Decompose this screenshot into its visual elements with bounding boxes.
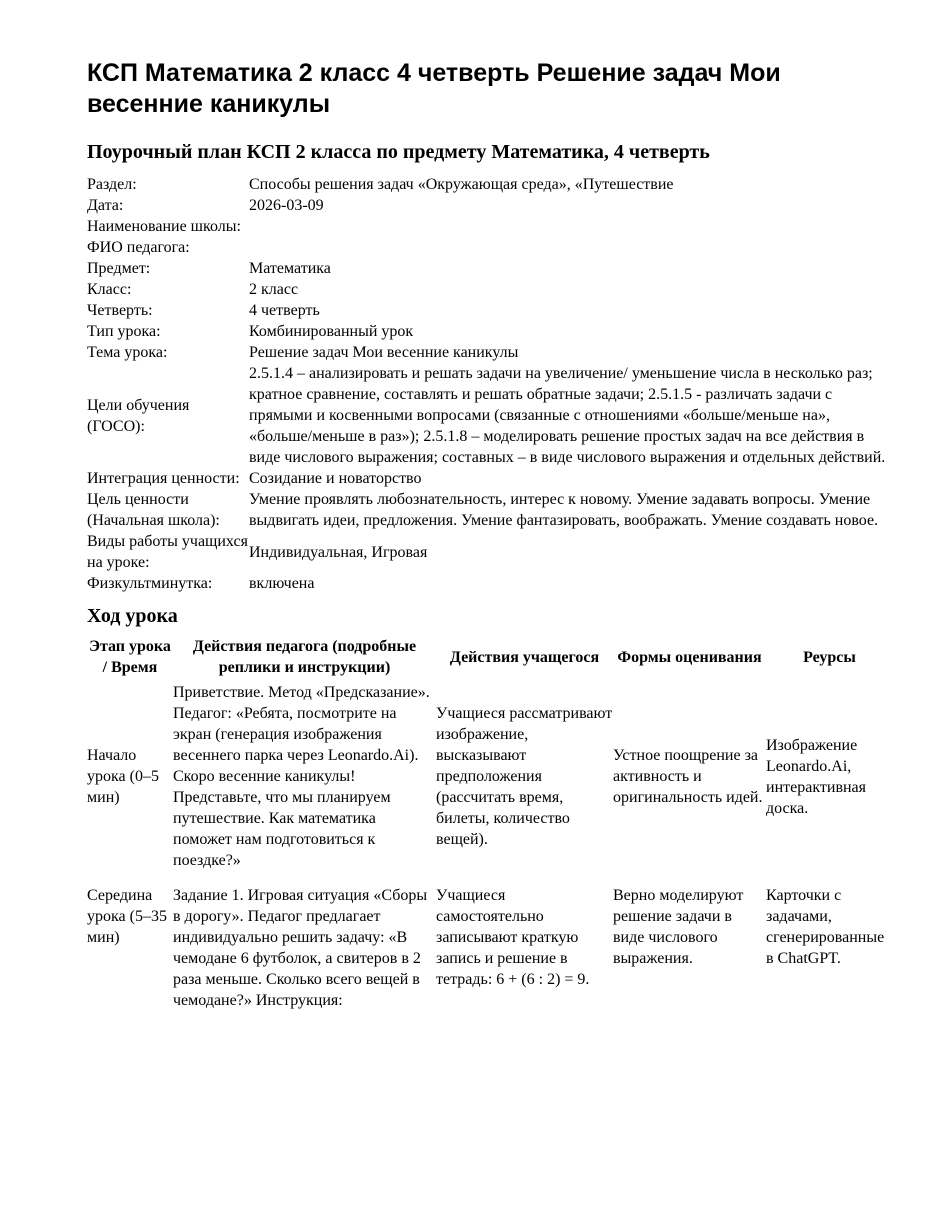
info-label: Виды работы учащихся на уроке: [87,533,248,571]
info-value [249,216,893,237]
column-header-student-actions: Действия учащегося [449,648,600,666]
info-label: Предмет: [87,260,151,277]
table-cell-resources: Изображение Leonardo.Ai, интерактивная доска. [766,736,867,817]
info-label: Интеграция ценности: [87,470,240,487]
info-label: Цели обучения (ГОСО): [87,396,190,435]
info-value: 2026-03-09 [249,197,324,214]
info-row-exercise-break [87,573,893,594]
table-cell-resources: Карточки с задачами, сгенерированные в ChatGPT. [766,887,885,967]
info-label: ФИО педагога: [87,239,190,256]
info-row-date [87,195,893,216]
info-label: Класс: [87,281,132,298]
info-value: Решение задач Мои весенние каникулы [249,344,519,361]
table-cell-teacher-actions: Приветствие. Метод «Предсказание». Педагог: «Ребята, посмотрите на экран (генерация изображения весеннего парка через Leonardo.Ai). Скоро весенние каникулы! Представьте, что мы планируем путешествие. Как математика поможет нам подготовиться к поездке?» [173,684,430,869]
info-label: Цель ценности (Начальная школа): [87,491,220,529]
info-value: Способы решения задач «Окружающая среда», «Путешествие [249,176,674,193]
info-value: 2.5.1.4 – анализировать и решать задачи на увеличение/ уменьшение числа в несколько раз; кратное сравнение, составлять и решать обратные задачи; 2.5.1.5 - различать задачи с прямыми и косвенными вопросами (связанные с отношениями «больше/меньше на», «больше/меньше в раз»); 2.5.1.8 – моделировать решение простых задач на все действия в виде числового выражения; составных – в виде числового выражения и отдельных действий. [249,365,886,466]
info-label: Физкультминутка: [87,575,213,592]
info-row-section [87,174,893,195]
info-label: Наименование школы: [87,218,241,235]
info-row-work-types [87,531,893,573]
plan-subtitle: Поурочный план КСП 2 класса по предмету Математика, 4 четверть [87,141,710,163]
info-row-grade [87,279,893,300]
info-label: Тип урока: [87,323,161,340]
info-row-teacher [87,237,893,258]
info-label: Раздел: [87,176,137,193]
table-row [87,885,893,1025]
info-label: Дата: [87,197,124,214]
info-row-objectives [87,363,893,468]
info-value: Математика [249,260,331,277]
table-cell-student-actions: Учащиеся рассматривают изображение, высказывают предположения (рассчитать время, билеты, количество вещей). [436,705,613,848]
column-header-stage: Этап урока / Время [89,638,171,676]
info-row-school [87,216,893,237]
table-cell-stage: Середина урока (5–35 мин) [87,887,167,946]
table-cell-assessment: Устное поощрение за активность и оригинальность идей. [613,747,763,806]
table-cell-assessment: Верно моделируют решение задачи в виде числового выражения. [613,887,744,967]
info-row-value-goal [87,489,893,531]
column-header-assessment: Формы оценивания [617,648,762,666]
info-value: Комбинированный урок [249,323,414,340]
table-cell-stage: Начало урока (0–5 мин) [87,747,159,806]
document-page [87,58,893,1025]
table-cell-teacher-actions: Задание 1. Игровая ситуация «Сборы в дорогу». Педагог предлагает индивидуально решить задачу: «В чемодане 6 футболок, а свитеров в 2 раза меньше. Сколько всего вещей в чемодане?» Инструкция: [173,887,428,1009]
lesson-flow-table [87,636,893,1025]
info-value: 2 класс [249,281,299,298]
info-label: Тема урока: [87,344,168,361]
info-row-subject [87,258,893,279]
table-header-row [87,636,893,682]
info-value: Индивидуальная, Игровая [249,543,428,561]
lesson-info-table [87,174,893,594]
info-value: 4 четверть [249,302,320,319]
table-row [87,682,893,885]
column-header-teacher-actions: Действия педагога (подробные реплики и инструкции) [192,638,417,676]
info-label: Четверть: [87,302,153,319]
info-row-value-integration [87,468,893,489]
lesson-flow-heading: Ход урока [87,605,178,627]
table-cell-student-actions: Учащиеся самостоятельно записывают краткую запись и решение в тетрадь: 6 + (6 : 2) = 9. [436,887,590,988]
info-value: Созидание и новаторство [249,470,422,487]
page-title: КСП Математика 2 класс 4 четверть Решение задач Мои весенние каникулы [87,59,781,118]
info-row-quarter [87,300,893,321]
info-value: Умение проявлять любознательность, интерес к новому. Умение задавать вопросы. Умение выдвигать идеи, предложения. Умение фантазировать, воображать. Умение создавать новое. [249,491,879,529]
info-row-topic [87,342,893,363]
info-value [249,237,893,258]
info-value: включена [249,575,315,592]
column-header-resources: Реурсы [803,648,856,666]
info-row-lesson-type [87,321,893,342]
